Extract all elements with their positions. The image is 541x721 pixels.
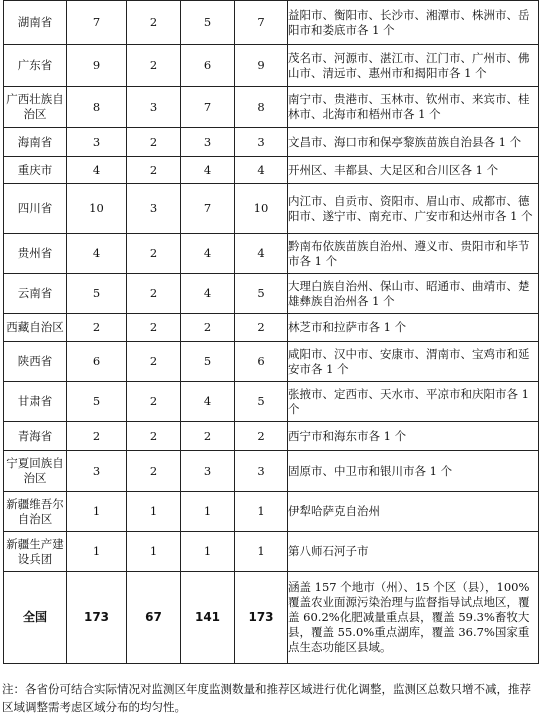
value-cell: 2 xyxy=(127,45,181,87)
value-cell: 8 xyxy=(67,87,127,128)
region-description: 南宁市、贵港市、玉林市、钦州市、来宾市、桂林市、北海市和梧州市各 1 个 xyxy=(288,87,539,128)
value-cell: 6 xyxy=(181,45,235,87)
table-row xyxy=(4,532,539,572)
region-description: 黔南布依族苗族自治州、遵义市、贵阳市和毕节市各 1 个 xyxy=(288,234,539,274)
value-cell: 6 xyxy=(67,342,127,382)
table-footnote: 注：各省份可结合实际情况对监测区年度监测数量和推荐区域进行优化调整，监测区总数只增不减，推荐区域调整需考虑区域分布的均匀性。 xyxy=(2,682,531,714)
value-cell: 3 xyxy=(127,87,181,128)
total-value: 173 xyxy=(235,572,288,664)
value-cell: 4 xyxy=(181,382,235,422)
table-row xyxy=(4,382,539,422)
value-cell: 4 xyxy=(235,157,288,184)
value-cell: 9 xyxy=(235,45,288,87)
value-cell: 7 xyxy=(67,1,127,45)
table-row xyxy=(4,184,539,234)
value-cell: 1 xyxy=(235,492,288,532)
region-description: 西宁市和海东市各 1 个 xyxy=(288,422,539,451)
value-cell: 2 xyxy=(67,422,127,451)
value-cell: 3 xyxy=(127,184,181,234)
total-row xyxy=(4,572,539,664)
value-cell: 2 xyxy=(181,314,235,342)
region-name: 贵州省 xyxy=(4,234,67,274)
region-description: 文昌市、海口市和保亭黎族苗族自治县各 1 个 xyxy=(288,128,539,157)
region-description: 益阳市、衡阳市、长沙市、湘潭市、株洲市、岳阳市和娄底市各 1 个 xyxy=(288,1,539,45)
value-cell: 8 xyxy=(235,87,288,128)
table-row xyxy=(4,234,539,274)
value-cell: 4 xyxy=(181,157,235,184)
region-name: 重庆市 xyxy=(4,157,67,184)
table-row xyxy=(4,128,539,157)
region-description: 第八师石河子市 xyxy=(288,532,539,572)
value-cell: 1 xyxy=(181,492,235,532)
monitoring-zone-table xyxy=(3,0,539,664)
value-cell: 10 xyxy=(235,184,288,234)
table-row xyxy=(4,492,539,532)
value-cell: 2 xyxy=(127,128,181,157)
region-description: 咸阳市、汉中市、安康市、渭南市、宝鸡市和延安市各 1 个 xyxy=(288,342,539,382)
region-description: 大理白族自治州、保山市、昭通市、曲靖市、楚雄彝族自治州各 1 个 xyxy=(288,274,539,314)
region-description: 开州区、丰都县、大足区和合川区各 1 个 xyxy=(288,157,539,184)
value-cell: 2 xyxy=(181,422,235,451)
value-cell: 5 xyxy=(67,382,127,422)
region-description: 内江市、自贡市、资阳市、眉山市、成都市、德阳市、遂宁市、南充市、广安市和达州市各 1 个 xyxy=(288,184,539,234)
value-cell: 5 xyxy=(67,274,127,314)
value-cell: 3 xyxy=(181,128,235,157)
region-name: 广东省 xyxy=(4,45,67,87)
value-cell: 5 xyxy=(235,274,288,314)
value-cell: 1 xyxy=(127,532,181,572)
value-cell: 5 xyxy=(235,382,288,422)
value-cell: 2 xyxy=(235,314,288,342)
value-cell: 3 xyxy=(181,451,235,492)
value-cell: 2 xyxy=(127,342,181,382)
value-cell: 1 xyxy=(181,532,235,572)
table-row xyxy=(4,422,539,451)
region-name: 四川省 xyxy=(4,184,67,234)
region-description: 张掖市、定西市、天水市、平凉市和庆阳市各 1 个 xyxy=(288,382,539,422)
value-cell: 4 xyxy=(67,157,127,184)
region-description: 伊犁哈萨克自治州 xyxy=(288,492,539,532)
value-cell: 6 xyxy=(235,342,288,382)
region-name: 广西壮族自治区 xyxy=(4,87,67,128)
value-cell: 2 xyxy=(127,1,181,45)
value-cell: 7 xyxy=(181,87,235,128)
value-cell: 2 xyxy=(67,314,127,342)
value-cell: 7 xyxy=(181,184,235,234)
value-cell: 3 xyxy=(67,451,127,492)
table-row xyxy=(4,274,539,314)
region-name: 甘肃省 xyxy=(4,382,67,422)
table-row xyxy=(4,157,539,184)
value-cell: 3 xyxy=(67,128,127,157)
region-name: 海南省 xyxy=(4,128,67,157)
value-cell: 4 xyxy=(181,274,235,314)
table-row xyxy=(4,1,539,45)
region-description: 林芝市和拉萨市各 1 个 xyxy=(288,314,539,342)
value-cell: 5 xyxy=(181,342,235,382)
value-cell: 4 xyxy=(67,234,127,274)
table-row xyxy=(4,342,539,382)
total-value: 141 xyxy=(181,572,235,664)
value-cell: 2 xyxy=(235,422,288,451)
region-name: 新疆生产建设兵团 xyxy=(4,532,67,572)
value-cell: 3 xyxy=(235,451,288,492)
region-description: 固原市、中卫市和银川市各 1 个 xyxy=(288,451,539,492)
value-cell: 4 xyxy=(181,234,235,274)
value-cell: 1 xyxy=(67,532,127,572)
value-cell: 1 xyxy=(67,492,127,532)
region-name: 新疆维吾尔自治区 xyxy=(4,492,67,532)
region-name: 青海省 xyxy=(4,422,67,451)
total-value: 173 xyxy=(67,572,127,664)
value-cell: 4 xyxy=(235,234,288,274)
region-name: 云南省 xyxy=(4,274,67,314)
total-label: 全国 xyxy=(4,572,67,664)
value-cell: 5 xyxy=(181,1,235,45)
value-cell: 10 xyxy=(67,184,127,234)
value-cell: 1 xyxy=(127,492,181,532)
region-name: 西藏自治区 xyxy=(4,314,67,342)
region-description: 茂名市、河源市、湛江市、江门市、广州市、佛山市、清远市、惠州市和揭阳市各 1 个 xyxy=(288,45,539,87)
total-description: 涵盖 157 个地市（州）、15 个区（县），100%覆盖农业面源污染治理与监督指导试点地区，覆盖 60.2%化肥减量重点县，覆盖 59.3%畜牧大县，覆盖 55.0%重点湖库，覆盖 36.7%国家重点生态功能区县域。 xyxy=(288,572,539,664)
region-name: 湖南省 xyxy=(4,1,67,45)
value-cell: 2 xyxy=(127,314,181,342)
value-cell: 2 xyxy=(127,382,181,422)
value-cell: 9 xyxy=(67,45,127,87)
value-cell: 2 xyxy=(127,157,181,184)
value-cell: 2 xyxy=(127,274,181,314)
value-cell: 2 xyxy=(127,422,181,451)
value-cell: 2 xyxy=(127,234,181,274)
region-name: 宁夏回族自治区 xyxy=(4,451,67,492)
table-row xyxy=(4,45,539,87)
value-cell: 7 xyxy=(235,1,288,45)
table-row xyxy=(4,451,539,492)
value-cell: 3 xyxy=(235,128,288,157)
total-value: 67 xyxy=(127,572,181,664)
value-cell: 2 xyxy=(127,451,181,492)
table-row xyxy=(4,87,539,128)
region-name: 陕西省 xyxy=(4,342,67,382)
table-row xyxy=(4,314,539,342)
value-cell: 1 xyxy=(235,532,288,572)
